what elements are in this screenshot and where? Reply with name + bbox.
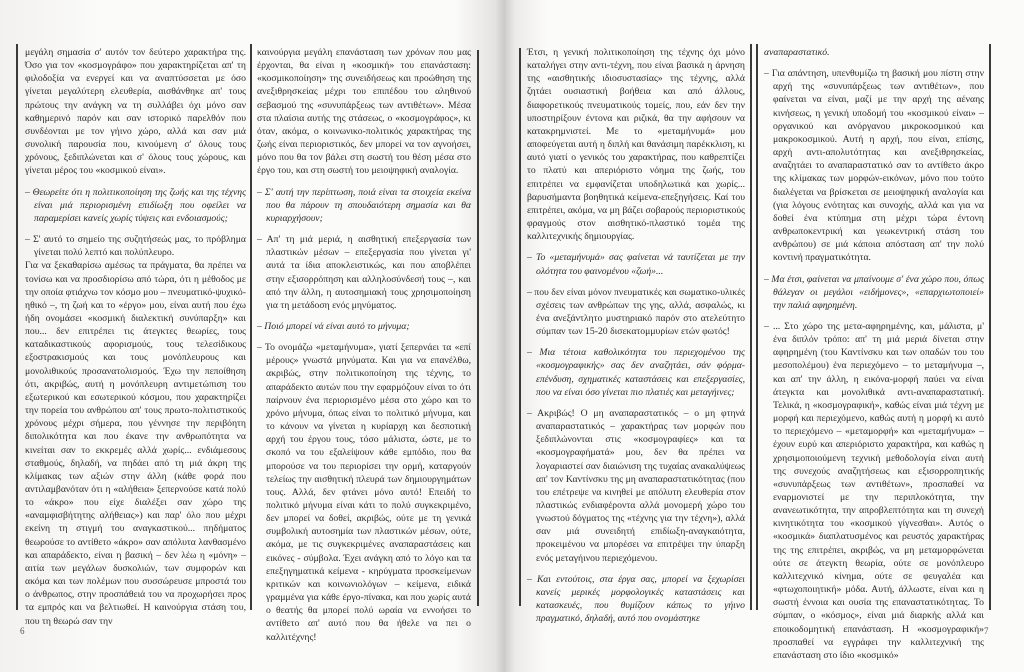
column-rule [477, 50, 479, 606]
paragraph: – Για απάντηση, υπενθυμίζω τη βασική μου πίστη στην αρχή της «συνυπάρξεως των αντιθέτων», που φαίνεται να είναι, μαζί με την αρχή της αέναης κινήσεως, η γενική υποδομή του «κοσμικού είναι» – οργανικού και ανόργανου μικροκοσμικού και μακροκοσμικού. Αυτή η αρχή, που είναι, επίσης, αρχή αντι-απολυτότητας και ανεξιθρησκείας, αναζητάει το αναπαραστατικό σαν το αντίθετο άκρο της κλίμακας των μορφών-εικόνων, μόνο που τούτο διαλέγεται να βρίσκεται σε μειοψηφική αναλογία και (για λόγους ενότητας και συνοχής, αλλά και για να δοθεί ένα κτύπημα στη μέχρι τώρα έντονη ανθρωποκεντρική και γεωκεντρική στάση του ανθρώπου) σε μιά κάποια απόσταση απ' την πολύ κοντινή πραγματικότητα. [764, 68, 984, 264]
paragraph: – Απ' τη μιά μεριά, η αισθητική επεξεργασία των πλαστικών μέσων – επεξεργασία που γίνεται γι' αυτά τα ίδια αποκλειστικώς, και που αποβλέπει στην εξισορρόπηση και αλληλοσύνδεσή τους –, και από την άλλη, η αυτοσημιακή τους χρησιμοποίηση για τη μετάδοση ενός μηνύματος. [257, 234, 471, 311]
text-column-4 [764, 46, 984, 670]
interview-question: αναπαραστατικό. [764, 47, 830, 58]
paragraph: Για να ξεκαθαρίσω αμέσως τα πράγματα, θα πρέπει να τονίσω και να προσδιορίσω από τώρα, ότι η μέθοδος με την οποία φτιάχνω τον κόσμο μου – πνευματικό-ψυχικό-ηθικό –, τη ζωή και το «έργο» μου, είναι αυτή που έχω ήδη ονομάσει «κοσμική διαλεκτική συνύπαρξη» και που... δεν επιτρέπει τις άτεγκτες θεωρίες, τους καταδικαστικούς αφορισμούς, τους τελεσίδικους εξοστρακισμούς και τους μονόπλευρους και μονολιθικούς προσανατολισμούς. Έχω την πεποίθηση ότι, ακριβώς, αυτή η μονόπλευρη αντιμετώπιση του εξωτερικού και εσωτερικού κόσμου, που χαρακτηρίζει την πορεία του ανθρώπου απ' τους πρωτο-πολιτιστικούς χρόνους μέχρι σήμερα, που γέννησε την περιβόητη διπολικότητα και που έκανε την ανθρωπότητα να κινείται σαν το εκκρεμές αλλά χωρίς... ενδιάμεσους σταθμούς, δηλαδή, να πηδάει από τη μιά άκρη της κλίμακας των αξιών στην άλλη (κάθε φορά που αντιλαμβανόταν ότι η «αλήθεια» ξεπερνούσε κατά πολύ το «άκρο» που είχε διαλέξει σαν χώρο της «αναμφισβήτητης αλήθειας») και παρ' όλο που μέχρι εκείνη τη στιγμή του αναγκαστικού... πηδήματος θεωρούσε το αντίθετο «άκρο» σαν απόλυτα λανθασμένο και απαράδεκτο, είναι η βασική – δεν λέω η «μόνη» – αιτία των μεγάλων δυσκολιών, των συμφορών και ακόμα και των πολέμων που συσσώρευσε μπροστά του ο άνθρωπος, στην προσπάθειά του να προχωρήσει προς τα εμπρός και να βελτιωθεί. Η καινούργια στάση του, που τη θεωρώ σαν την [25, 260, 246, 627]
paragraph: – Το ονομάζω «μεταμήνυμα», γιατί ξεπερνάει τα «επί μέρους» γνωστά μηνύματα. Και για να επανέλθω, ακριβώς, στην πολιτικοποίηση της τέχνης, το απαράδεκτο αυτών που την εφαρμόζουν είναι το ότι παίρνουν ένα περιορισμένο μέσα στο χώρο και το χρόνο μήνυμα, όπως είναι το πολιτικό μήνυμα, και το κάνουν να γίνεται η κυρίαρχη και δεσποτική αρχή του έργου τους, τόσο μάλιστα, ώστε, με το σκοπό να του εξαλείψουν κάθε εμπόδιο, που θα μπορούσε να του περιορίσει την ορμή, καταργούν τελείως την αισθητική πλευρά των δημιουργημάτων τους. Αλλά, δεν φτάνει μόνο αυτό! Επειδή το πολιτικό μήνυμα είναι κάτι το πολύ συγκεκριμένο, δεν μπορεί να δοθεί, ακριβώς, ούτε με τη γενικά συμβολική αυτοσημία των πλαστικών μέσων, ούτε, ακόμα, με τις συγκεκριμένες αναπαραστάσεις και εικόνες - σύμβολα. Έχει ανάγκη από το λόγο και τα επεξηγηματικά κείμενα - κηρύγματα προσκείμενων κριτικών και κοινωνιολόγων – κείμενα, ειδικά γραμμένα για κάθε έργο-πίνακα, και που χωρίς αυτά ο θεατής θα μπορεί πολύ ωραία να εννοήσει το αντίθετο απ' αυτό που θα ήθελε να πει ο καλλιτέχνης! [257, 342, 471, 643]
interview-question: – Το «μεταμήνυμά» σας φαίνεται νά ταυτίζεται με την ολότητα του φαινομένου «ζωή»... [527, 252, 745, 277]
interview-question: – Σ' αυτή την περίπτωση, ποιά είναι τα στοιχεία εκείνα που θα πάρουν τη σπουδαιότερη σημασία και θα κυριαρχήσουν; [257, 186, 471, 224]
column-rule [756, 44, 758, 610]
column-rule [519, 48, 521, 606]
column-rule [750, 44, 752, 610]
paragraph: καινούργια μεγάλη επανάσταση των χρόνων που μας έρχονται, θα είναι η «κοσμική» του επανάσταση: «κοσμικοποίηση» της συνειδήσεως και προώθηση της ανεξιθρησκείας μέχρι του επιπέδου του αληθινού σεβασμού της «συνυπάρξεως των αντιθέτων». Μέσα στα πλαίσια αυτής της στάσεως, ο «κοσμογράφος», κι όταν, ακόμα, ο κοινωνικο-πολιτικός χαρακτήρας της ζωής είναι περιοριστικός, δεν μπορεί να τον αγνοήσει, μόνο που θα τον βάλει στη σωστή του θέση μέσα στο έργο του, και στη σωστή του μειοψηφική αναλογία. [257, 47, 471, 177]
text-column-3 [527, 46, 745, 633]
paragraph: – ... Στο χώρο της μετα-αφηρημένης, και, μάλιστα, μ' ένα διπλόν τρόπο: απ' τη μιά μεριά δίνεται στην αφηρημένη (του Καντίνσκυ και των οπαδών του του μεσοπολέμου) ένα περιεχόμενο – το μεταμήνυμα –, και απ' την άλλη, η εικόνα-μορφή παύει να είναι άτεγκτα και μονολιθικά αντι-αναπαραστατική. Τελικά, η «κοσμογραφική», καθώς είναι μιά τέχνη με μορφή και περιεχόμενο, καθώς αυτή η μορφή κι αυτό το περιεχόμενο – «μεταμορφή» και «μεταμήνυμα» – έχουν ευρύ και απεριόριστο χαρακτήρα, και καθώς η χρησιμοποιούμενη τεχνική μεθοδολογία είναι αυτή της συνεχούς αναζητήσεως και εξισορροπητικής «συνυπάρξεως των αντιθέτων», προσπαθεί να εναρμονιστεί με την περιπλοκότητα, την ανανεωτικότητα, την απροβλεπτότητα και τη συνεχή κινητικότητα του «κοσμικού γίγνεσθαι». Αυτός ο «κοσμικά» διαπλατυσμένος και ρευστός χαρακτήρας της της επιτρέπει, ακριβώς, να μη μεταμορφώνεται ούτε σε άτεγκτη θεωρία, ούτε σε μονόπλευρο καλλιτεχνικό κίνημα, ούτε σε φευγαλέα και «φτωχοποιητική» μόδα. Αυτή, άλλωστε, είναι και η σωστή έννοια και ουσία της επαναστατικότητας. Το σύμπαν, ο «κόσμος», είναι μιά διαρκής αλλά και εποικοδομητική επανάσταση. Η «κοσμογραφική» προσπαθεί να εγγράφει την καλλιτεχνική της επανάσταση στο ίδιο «κοσμικό» [764, 320, 984, 661]
paragraph: μεγάλη σημασία σ' αυτόν τον δεύτερο χαρακτήρα της. Όσο για τον «κοσμογράφο» που χαρακτηρίζεται απ' τη φιλοδοξία να ενεργεί και να αναπτύσσεται με όσο γίνεται μεγαλύτερη ελευθερία, αισθάνθηκε απ' τους πρώτους την ανάγκη να τη συλλάβει όχι μόνο σαν καθημερινό παρόν και σαν ιστορικό παρελθόν που συνδέονται με τον γήινο χώρο, αλλά και σαν μιά συνολική παρουσία που, κινούμενη σ' όλους τους χρόνους, ξεδιπλώνεται και σ' όλους τους χώρους, και γίνεται μέρος του «κοσμικού είναι». [25, 47, 246, 177]
paragraph: – Ακριβώς! Ο μη αναπαραστατικός – ο μη φτηνά αναπαραστατικός – χαρακτήρας των μορφών που ξεδιπλώνονται στις «κοσμογραφίες» και τα «κοσμογραφήματά» μου, δεν θα πρέπει να λογαριαστεί σαν διαιώνιση της τυχαίας ανακαλύψεως απ' τον Καντίνσκυ της μη αναπαραστατικότητας (που του επέτρεψε να κινηθεί με απόλυτη ελευθερία στον πλαστικώς ενδιαφέροντα αλλά μονομερή χώρο του γνωστού δόγματος της «τέχνης για την τέχνη»), αλλά σαν μιά συνειδητή επιδίωξη-αναγκαιότητα, προκειμένου να μπορέσει να επιτρέψει την ύπαρξη ενός μεταγήινου περιεχόμενου. [527, 407, 745, 564]
paragraph: Έτσι, η γενική πολιτικοποίηση της τέχνης όχι μόνο καταλήγει στην αντι-τέχνη, που είναι βασικά η άρνηση της «αισθητικής ιδιοσυστασίας» της τέχνης, αλλά ζητάει ουσιαστική βοήθεια και από άλλους, διαφορετικούς πνευματικούς τομείς, που, εάν δεν την υποστηρίξουν έντονα και ριζικά, θα την αφήσουν να κατακρημνιστεί. Με το «μεταμήνυμά» μου αποφεύγεται αυτή η διπλή και θανάσιμη παρέκκλιση, κι αυτό γιατί ο γενικός του χαρακτήρας, που καθρεπτίζει το πλατύ και απεριόριστο νόημα της ζωής, του επιτρέπει να εμφανίζεται υποδηλωτικά και χωρίς... βαρυσήμαντα βοηθητικά κείμενα-επεξηγήσεις. Καί του επιτρέπει, ακόμα, να μη βάζει σοβαρούς περιοριστικούς φραγμούς στον αισθητικό-πλαστικό τομέα της καλλιτεχνικής δημιουργίας. [527, 47, 745, 243]
interview-question: – Και εντούτοις, στα έργα σας, μπορεί να ξεχωρίσει κανείς μερικές μορφολογικές καταστάσεις και κατασκευές, που θυμίζουν κάπως το γήινο πραγματικό, δηλαδή, αυτό που ονομάστηκε [527, 573, 745, 625]
paragraph: – Σ' αυτό το σημείο της συζητήσεώς μας, το πρόβλημα γίνεται πολύ λεπτό και πολύπλευρο. [25, 234, 246, 259]
paragraph: – που δεν είναι μόνον πνευματικές και σωματικο-υλικές σχέσεις των ανθρώπων της γης, αλλά, ασφαλώς, κι ένα ανεξάντλητο μυστηριακό παρόν στο ατελεύτητο σύμπαν των 15-20 δισεκατομμυρίων ετών φωτός! [527, 286, 745, 338]
column-rule [16, 44, 18, 610]
interview-question: – Μα έτσι, φαίνεται να μπαίνουμε σ' ένα χώρο που, όπως θάλεγαν οι μεγάλοι «ειδήμονες», «επαρχιωτοποιεί» την παλιά αφηρημένη. [764, 273, 984, 311]
text-column-1 [25, 46, 246, 636]
page-number: 6 [20, 626, 25, 636]
interview-question: – Θεωρείτε ότι η πολιτικοποίηση της ζωής και της τέχνης είναι μιά περιορισμένη επιδίωξη που οφείλει να παραμερίσει κανείς χωρίς τύψεις και ενδοιασμούς; [25, 186, 246, 224]
text-column-2 [257, 46, 471, 652]
page-number: 7 [984, 626, 989, 636]
column-rule [250, 44, 252, 610]
interview-question: – Μια τέτοια καθολικότητα του περιεχομένου της «κοσμογραφικής» σας δεν αναζητάει, σάν φόρμα-επένδυση, σχηματικές καταστάσεις και επεξεργασίες, που να είναι όσο γίνεται πιο πλατιές και μεταγήινες; [527, 347, 745, 398]
interview-question: – Ποιό μπορεί νά είναι αυτό το μήνυμα; [257, 320, 410, 332]
column-rule [989, 44, 991, 610]
